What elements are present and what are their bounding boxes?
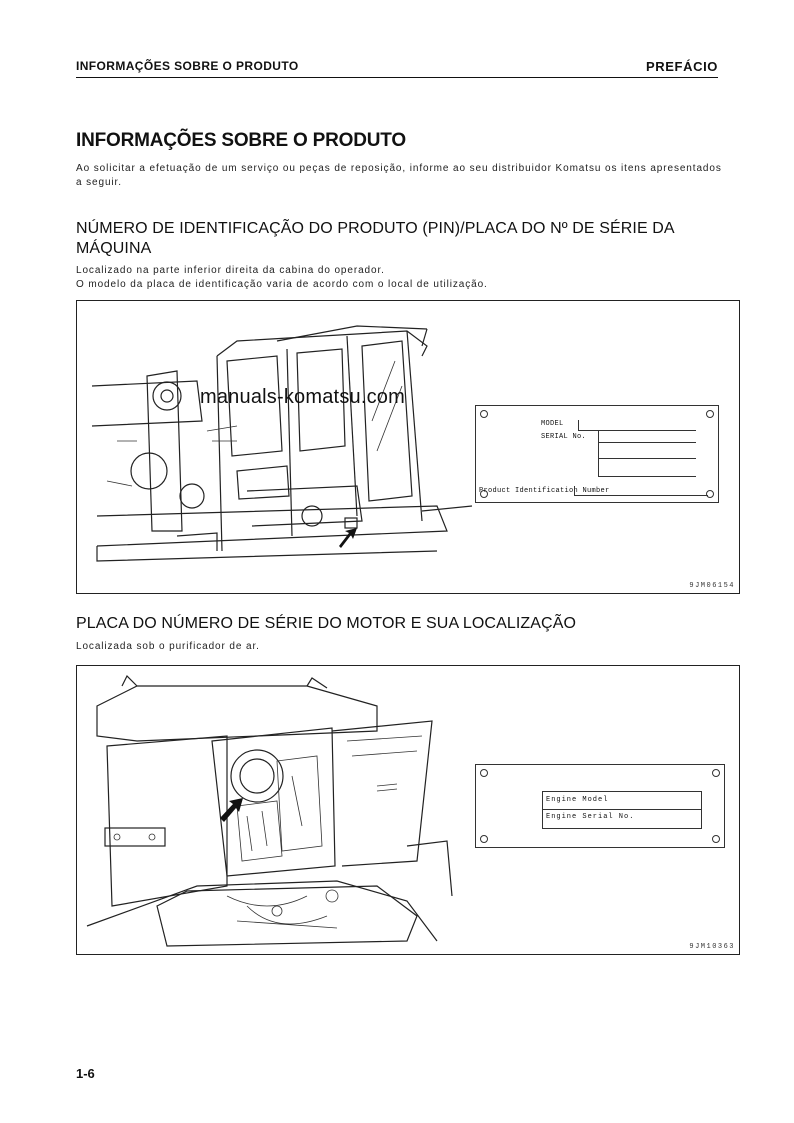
rivet-hole-icon xyxy=(712,769,720,777)
engine-plate-drawing xyxy=(475,764,725,848)
plate-engine-serial-label: Engine Serial No. xyxy=(546,813,635,821)
intro-paragraph: Ao solicitar a efetuação de um serviço ou peças de reposição, informe ao seu distribuidor Komatsu os itens apresentados a seguir. xyxy=(76,163,722,188)
rivet-hole-icon xyxy=(706,490,714,498)
page-header xyxy=(76,59,718,78)
figure1-code: 9JM06154 xyxy=(689,582,735,590)
rivet-hole-icon xyxy=(712,835,720,843)
section1-heading-line1: NÚMERO DE IDENTIFICAÇÃO DO PRODUTO (PIN)/PLACA DO Nº DE SÉRIE DA xyxy=(76,220,675,237)
section1-heading-line2: MÁQUINA xyxy=(76,240,152,257)
section1-text-line2: O modelo da placa de identificação varia de acordo com o local de utilização. xyxy=(76,279,488,290)
figure-machine-plate xyxy=(76,300,740,594)
plate-model-label: MODEL xyxy=(541,420,564,428)
header-section-title: INFORMAÇÕES SOBRE O PRODUTO xyxy=(76,59,299,73)
section1-text-line1: Localizado na parte inferior direita da cabina do operador. xyxy=(76,265,385,276)
plate-pin-label: Product Identification Number xyxy=(479,487,610,495)
rivet-hole-icon xyxy=(480,410,488,418)
pin-plate-drawing xyxy=(475,405,719,503)
section2-heading: PLACA DO NÚMERO DE SÉRIE DO MOTOR E SUA LOCALIZAÇÃO xyxy=(76,615,577,632)
machine-cab-illustration xyxy=(77,301,477,591)
plate-engine-model-label: Engine Model xyxy=(546,796,609,804)
section2-text: Localizada sob o purificador de ar. xyxy=(76,641,260,652)
watermark: manuals-komatsu.com xyxy=(200,386,405,408)
rivet-hole-icon xyxy=(480,769,488,777)
engine-compartment-illustration xyxy=(77,666,457,952)
plate-serial-label: SERIAL No. xyxy=(541,433,587,441)
header-chapter-title: PREFÁCIO xyxy=(646,59,718,74)
rivet-hole-icon xyxy=(706,410,714,418)
page-number: 1-6 xyxy=(76,1066,95,1081)
page-title: INFORMAÇÕES SOBRE O PRODUTO xyxy=(76,130,406,151)
rivet-hole-icon xyxy=(480,835,488,843)
figure2-code: 9JM10363 xyxy=(689,943,735,951)
engine-plate-fields xyxy=(542,791,702,829)
figure-engine-plate xyxy=(76,665,740,955)
